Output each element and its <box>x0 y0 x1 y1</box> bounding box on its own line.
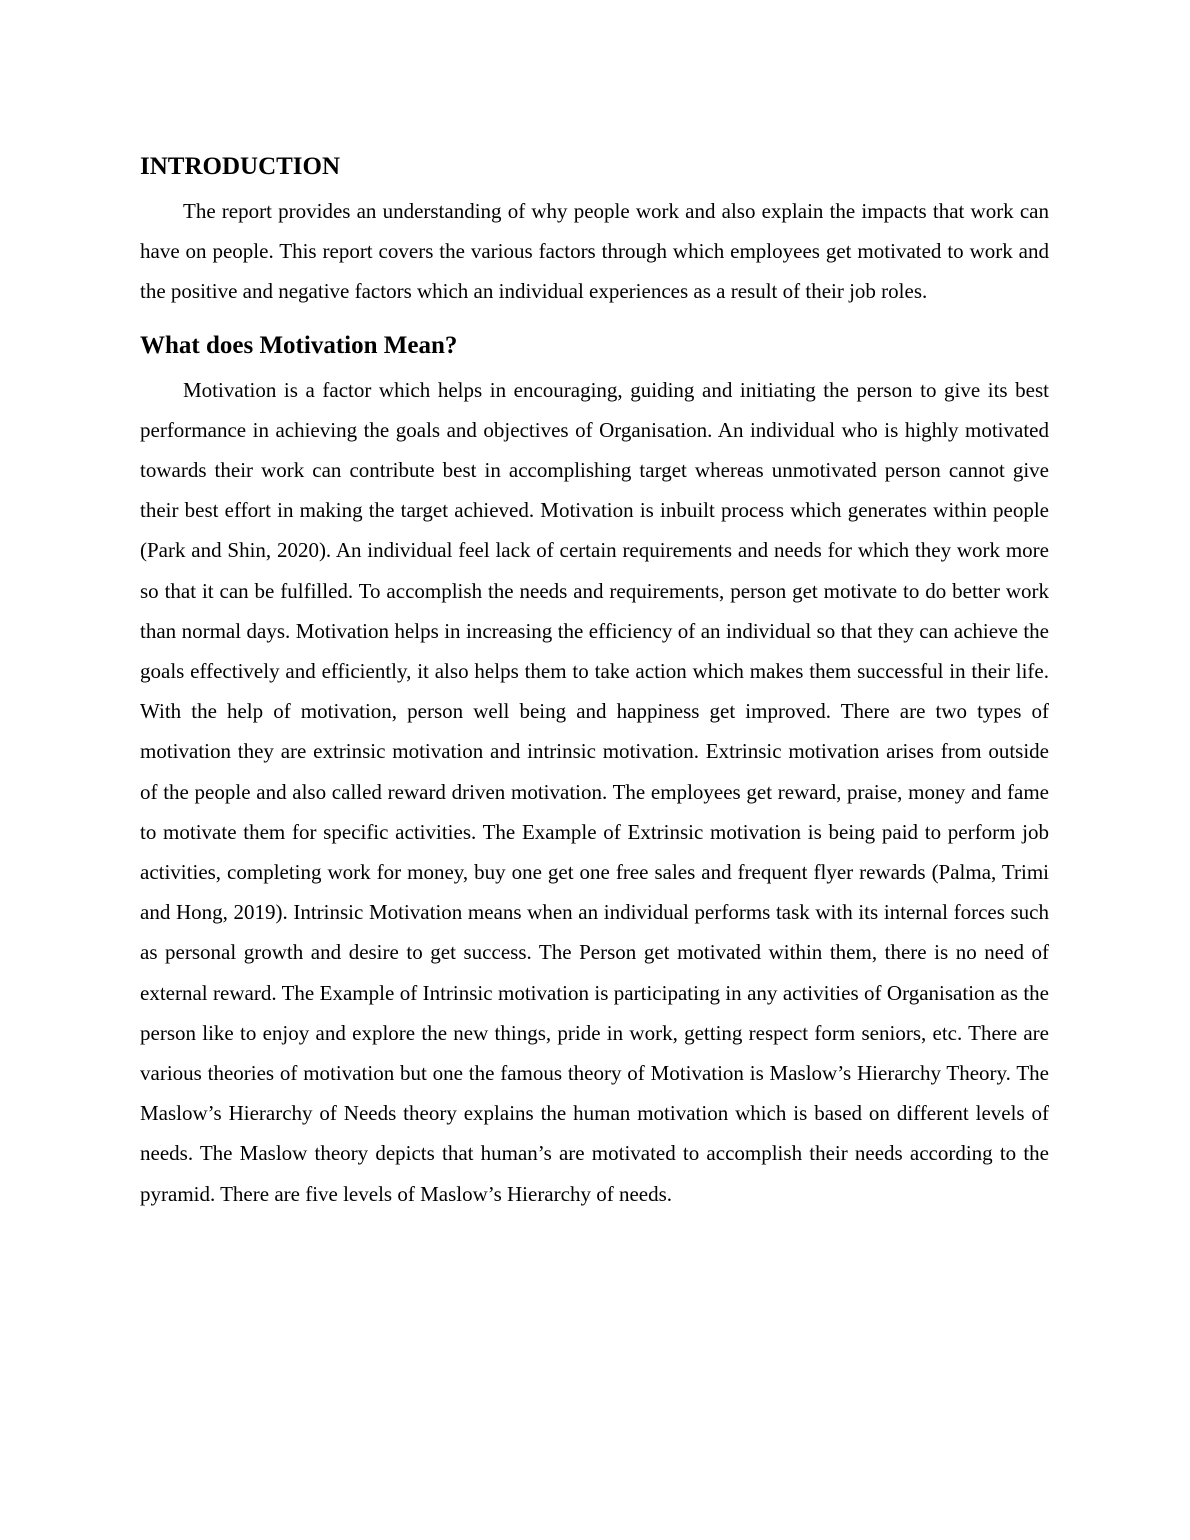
motivation-heading: What does Motivation Mean? <box>140 331 458 359</box>
introduction-heading: INTRODUCTION <box>140 153 341 180</box>
introduction-paragraph: The report provides an understanding of why people work and also explain the impacts that work can have on people. This report covers the various factors through which employees get motivated to work and the positive and negative factors which an individual experiences as a result of their job roles. <box>140 199 1049 304</box>
document-body <box>140 148 1049 1214</box>
motivation-paragraph: Motivation is a factor which helps in encouraging, guiding and initiating the person to give its best performance in achieving the goals and objectives of Organisation. An individual who is highly motivated towards their work can contribute best in accomplishing target whereas unmotivated person cannot give their best effort in making the target achieved. Motivation is inbuilt process which generates within people (Park and Shin, 2020). An individual feel lack of certain requirements and needs for which they work more so that it can be fulfilled. To accomplish the needs and requirements, person get motivate to do better work than normal days. Motivation helps in increasing the efficiency of an individual so that they can achieve the goals effectively and efficiently, it also helps them to take action which makes them successful in their life. With the help of motivation, person well being and happiness get improved. There are two types of motivation they are extrinsic motivation and intrinsic motivation. Extrinsic motivation arises from outside of the people and also called reward driven motivation. The employees get reward, praise, money and fame to motivate them for specific activities. The Example of Extrinsic motivation is being paid to perform job activities, completing work for money, buy one get one free sales and frequent flyer rewards (Palma, Trimi and Hong, 2019). Intrinsic Motivation means when an individual performs task with its internal forces such as personal growth and desire to get success. The Person get motivated within them, there is no need of external reward. The Example of Intrinsic motivation is participating in any activities of Organisation as the person like to enjoy and explore the new things, pride in work, getting respect form seniors, etc. There are various theories of motivation but one the famous theory of Motivation is Maslow’s Hierarchy Theory. The Maslow’s Hierarchy of Needs theory explains the human motivation which is based on different levels of needs. The Maslow theory depicts that human’s are motivated to accomplish their needs according to the pyramid. There are five levels of Maslow’s Hierarchy of needs. <box>140 377 1049 1206</box>
